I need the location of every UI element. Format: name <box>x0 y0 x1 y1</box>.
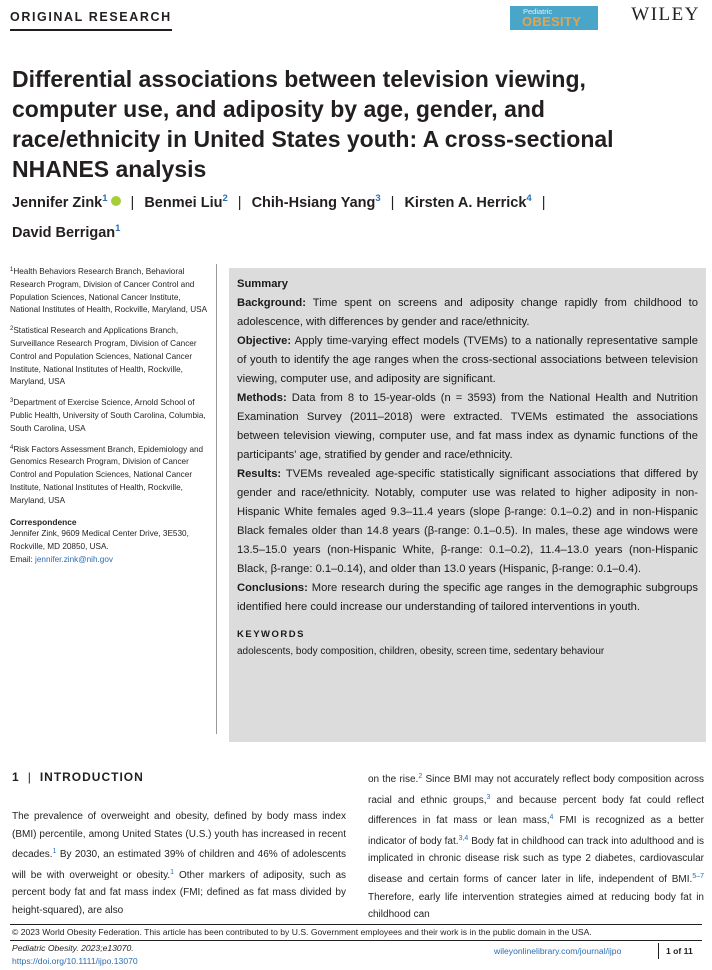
body-column-right: on the rise.$^2$ Since BMI may not accurately reflect body composition across racial and ethnic groups,$^3$ and because percent body fat could reflect differences in fat mass or lean mass,$^4$ FMI is recognized as a better indicator of body fat.$^{3,4}$ Body fat in childhood can track into adulthood and is implicated in chronic disease risk such as type 2 diabetes, cardiovascular disease and certain forms of cancer later in life, independent of BMI.$^{5-7}$ Therefore, early life intervention strategies aimed at reducing body fat in childhood can <box>368 773 704 921</box>
footer-separator <box>658 943 659 959</box>
journal-logo-small: Pediatric <box>523 7 553 16</box>
footer-rule <box>10 924 702 925</box>
summary-methods: Methods: Data from 8 to 15-year-olds (n = 3593) from the National Health and Nutrition Examination Survey (2011–2018) were extracted. TVEMs estimated the associations between television viewing, computer use, and fat mass index as dynamic functions of the participants' age, stratified by gender and race/ethnicity. <box>237 392 698 461</box>
keywords-label: KEYWORDS <box>237 629 305 640</box>
affiliation: $^3$Department of Exercise Science, Arnold School of Public Health, University of South Carolina, Columbia, South Carolina, USA <box>10 398 206 433</box>
journal-logo <box>510 6 598 30</box>
journal-logo-big: OBESITY <box>522 14 582 29</box>
affiliation: $^2$Statistical Research and Applications Branch, Surveillance Research Program, Division of Cancer Control and Population Sciences, National Cancer Institute, National Institutes of Health, Rockville, Maryland, USA <box>10 326 197 387</box>
summary-conclusions: Conclusions: More research during the specific age ranges in the demographic subgroups identified here could increase our understanding of tailored interventions in youth. <box>237 582 699 613</box>
author-separator: | <box>130 195 135 211</box>
copyright-notice: © 2023 World Obesity Federation. This article has been contributed to by U.S. Government employees and their work is in the public domain in the USA. <box>12 927 592 937</box>
section-label: ORIGINAL RESEARCH <box>10 10 172 24</box>
author[interactable] <box>12 195 121 211</box>
keywords-text: adolescents, body composition, children, obesity, screen time, sedentary behaviour <box>237 646 605 657</box>
page-header <box>10 6 700 36</box>
citation-link[interactable]: 4 <box>549 814 554 822</box>
publisher-logo: WILEY <box>631 4 700 25</box>
orcid-icon[interactable] <box>111 196 121 206</box>
summary-results: Results: TVEMs revealed age-specific statistically significant associations that differed by gender and race/ethnicity. Notably, computer use was related to higher adiposity in non-Hispanic White females aged 9.3–11.4 years (slope β-range: 0.1–0.2) and in non-Hispanic Black females older than 14.8 years (β-range: 0.1–0.5). In males, these age windows were 13.5–15.0 years (non-Hispanic White, β-range: 0.1–0.2), 11.4–13.0 years (non-Hispanic Black, β-range: 0.1–0.14), and older than 13.0 years (Hispanic, β-range: 0.1–0.4). <box>237 468 699 575</box>
author-affil-ref[interactable]: 1 <box>102 193 108 204</box>
author[interactable] <box>12 225 120 241</box>
correspondence-heading: Correspondence <box>10 516 77 527</box>
section-heading: 1 | INTRODUCTION <box>12 770 144 784</box>
section-rule <box>10 29 172 31</box>
author-name[interactable]: Jennifer Zink <box>12 195 103 211</box>
citation-link[interactable]: 2 <box>418 773 423 780</box>
citation-link[interactable]: 1 <box>52 848 57 856</box>
author-name[interactable]: Kirsten A. Herrick <box>404 195 527 211</box>
summary-objective: Objective: Apply time-varying effect models (TVEMs) to a nationally representative sample of youth to identify the age ranges when the cross-sectional associations between television viewing, computer use, and adiposity are significant. <box>237 335 698 385</box>
citation-link[interactable]: 3,4 <box>458 834 469 842</box>
affiliation: $^4$Risk Factors Assessment Branch, Epidemiology and Genomics Research Program, Division of Cancer Control and Population Sciences, National Cancer Institute, National Institutes of Health, Rockville, Maryland, USA <box>10 444 204 505</box>
footer-rule <box>10 940 702 941</box>
citation-link[interactable]: 1 <box>170 868 175 876</box>
author-affil-ref[interactable]: 3 <box>375 193 381 204</box>
page-number: 1 of 11 <box>666 946 693 956</box>
summary-background: Background: Time spent on screens and adiposity change rapidly from childhood to adolescence, with differences by gender and race/ethnicity. <box>237 297 699 328</box>
journal-site-link[interactable]: wileyonlinelibrary.com/journal/ijpo <box>494 946 622 956</box>
journal-citation: Pediatric Obesity. 2023;e13070. <box>12 943 134 953</box>
summary-heading: Summary <box>237 278 288 290</box>
citation-link[interactable]: 5–7 <box>692 872 704 880</box>
citation-link[interactable]: 3 <box>486 793 491 801</box>
correspondence-email-line: Email: jennifer.zink@nih.gov <box>10 554 113 564</box>
correspondence-email-link[interactable]: jennifer.zink@nih.gov <box>35 554 113 564</box>
author-affil-ref[interactable]: 2 <box>222 193 228 204</box>
author-affil-ref[interactable]: 4 <box>526 193 532 204</box>
article-title: Differential associations between television viewing, computer use, and adiposity by age, gender, and race/ethnicity in United States youth: A cross-sectional NHANES analysis <box>12 66 614 182</box>
author-name[interactable]: David Berrigan <box>12 225 116 241</box>
affiliations <box>10 264 210 567</box>
body-column-left: The prevalence of overweight and obesity, defined by body mass index (BMI) percentile, among United States (U.S.) youth has increased in recent decades.$^1$ By 2030, an estimated 39% of children and 46% of adolescents will be with overweight or obesity.$^1$ Other markers of adiposity, such as percent body fat and fat mass index (FMI; defined as fat mass divided by height-squared), are also <box>12 811 347 916</box>
affiliation: $^1$Health Behaviors Research Branch, Behavioral Research Program, Division of Cancer Control and Population Sciences, National Cancer Institute, National Institutes of Health, Rockville, Maryland, USA <box>10 267 208 315</box>
author[interactable] <box>404 195 531 211</box>
author-name[interactable]: Benmei Liu <box>144 195 223 211</box>
author-separator: | <box>390 195 395 211</box>
author-affil-ref[interactable]: 1 <box>115 223 121 234</box>
author-name[interactable]: Chih-Hsiang Yang <box>251 195 376 211</box>
author-separator: | <box>541 195 546 211</box>
author-list <box>12 186 692 246</box>
author[interactable] <box>252 195 381 211</box>
summary-box <box>229 268 706 742</box>
author[interactable] <box>144 195 227 211</box>
column-divider <box>216 264 217 734</box>
author-separator: | <box>237 195 242 211</box>
doi-link[interactable]: https://doi.org/10.1111/ijpo.13070 <box>12 956 138 966</box>
correspondence-address: Jennifer Zink, 9609 Medical Center Drive, 3E530, Rockville, MD 20850, USA. <box>10 529 189 552</box>
